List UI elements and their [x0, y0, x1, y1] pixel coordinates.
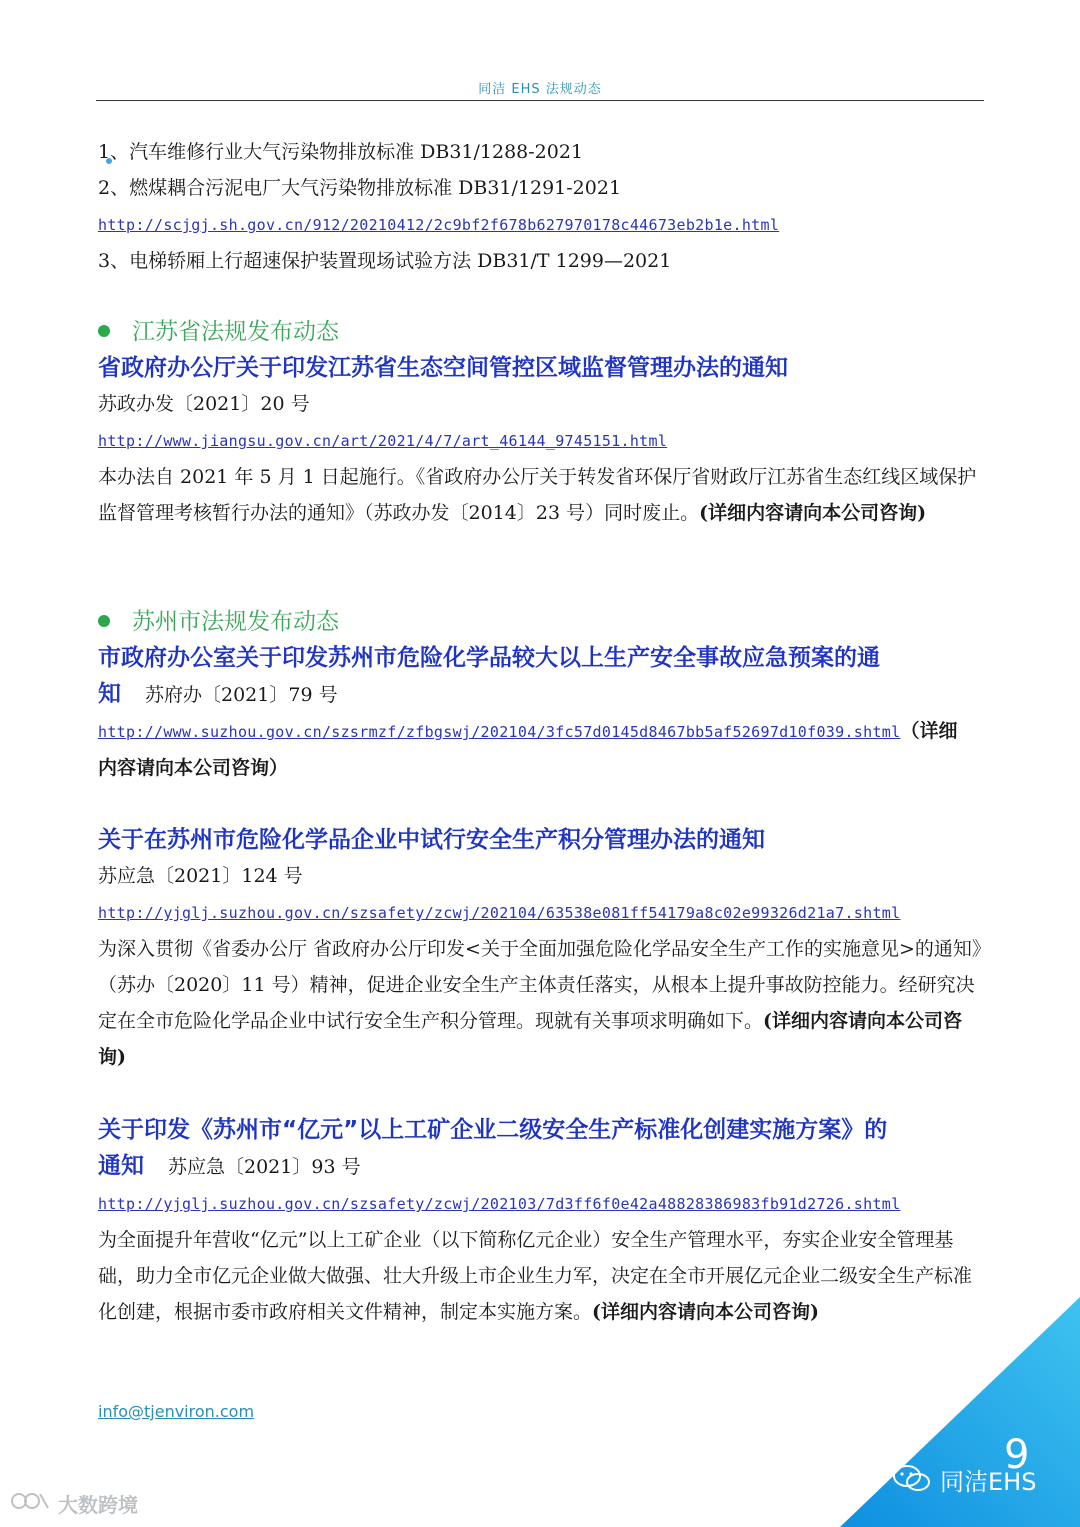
suzhou-section [98, 604, 984, 786]
article-body: 本办法自 2021 年 5 月 1 日起施行。《省政府办公厅关于转发省环保厅省财政厅江苏省生态红线区域保护监督管理考核暂行办法的通知》（苏政办发〔2014〕23 号）同时废止。(详细内容请向本公司咨询) [98, 466, 977, 524]
list-item: 3、电梯轿厢上行超速保护装置现场试验方法 DB31/T 1299—2021 [98, 250, 672, 272]
watermark-logo-icon [10, 1488, 52, 1518]
wechat-account-name: 同洁EHS [940, 1468, 1037, 1496]
article-title[interactable]: 关于印发《苏州市“亿元”以上工矿企业二级安全生产标准化创建实施方案》的 [98, 1117, 888, 1143]
jiangsu-section [98, 314, 984, 531]
consult-note: (详细内容请向本公司咨询) [98, 1010, 963, 1068]
article-body: 为全面提升年营收“亿元”以上工矿企业（以下简称亿元企业）安全生产管理水平，夯实企业安全管理基础，助力全市亿元企业做大做强、壮大升级上市企业生力军，决定在全市开展亿元企业二级安全生产标准化创建，根据市委市政府相关文件精神，制定本实施方案。(详细内容请向本公司咨询) [98, 1229, 973, 1323]
consult-note: （详细 [900, 720, 958, 742]
article-title-cont[interactable]: 通知 苏应急〔2021〕93 号 [98, 1153, 361, 1179]
watermark-text: 大数跨境 [58, 1492, 138, 1517]
list-item: 1、汽车维修行业大气污染物排放标准 DB31/1288-2021 [98, 141, 584, 163]
jiangsu-heading: 江苏省法规发布动态 [98, 314, 984, 350]
bullet-dot-icon [98, 615, 110, 627]
email-link[interactable]: info@tjenviron.com [98, 1402, 255, 1421]
consult-note: 内容请向本公司咨询） [98, 757, 289, 779]
article-body: 为深入贯彻《省委办公厅 省政府办公厅印发<关于全面加强危险化学品安全生产工作的实施意见>的通知》（苏办〔2020〕11 号）精神，促进企业安全生产主体责任落实，从根本上提升事故防控能力。经研究决定在全市危险化学品企业中试行安全生产积分管理。现就有关事项求明确如下。(详细内容请向本公司咨询) [98, 938, 982, 1068]
suzhou-article-2 [98, 822, 984, 1075]
wechat-icon [892, 1463, 932, 1497]
article-title-cont[interactable]: 知 苏府办〔2021〕79 号 [98, 681, 338, 707]
suzhou-heading: 苏州市法规发布动态 [98, 604, 984, 640]
bullet-dot-icon [98, 325, 110, 337]
shanghai-list [98, 134, 984, 279]
wechat-badge [892, 1462, 1036, 1497]
document-number: 苏应急〔2021〕93 号 [168, 1156, 361, 1178]
article-link[interactable]: http://www.jiangsu.gov.cn/art/2021/4/7/art_46144_9745151.html [98, 432, 668, 450]
article-link[interactable]: http://www.suzhou.gov.cn/szsrmzf/zfbgswj/202104/3fc57d0145d8467bb5af52697d10f039.shtml [98, 723, 901, 741]
page-header-title: 同洁 EHS 法规动态 [478, 82, 602, 97]
consult-note: (详细内容请向本公司咨询) [592, 1301, 819, 1323]
article-link[interactable]: http://yjglj.suzhou.gov.cn/szsafety/zcwj/202104/63538e081ff54179a8c02e99326d21a7.shtml [98, 904, 901, 922]
header-rule [96, 100, 984, 101]
article-title[interactable]: 关于在苏州市危险化学品企业中试行安全生产积分管理办法的通知 [98, 827, 765, 853]
page-number: 9 [1004, 1432, 1030, 1478]
article-link[interactable]: http://yjglj.suzhou.gov.cn/szsafety/zcwj/202103/7d3ff6f0e42a48828386983fb91d2726.shtml [98, 1195, 901, 1213]
consult-note: (详细内容请向本公司咨询) [699, 502, 927, 524]
article-title[interactable]: 市政府办公室关于印发苏州市危险化学品较大以上生产安全事故应急预案的通 [98, 645, 880, 671]
watermark [10, 1488, 138, 1518]
article-title[interactable]: 省政府办公厅关于印发江苏省生态空间管控区域监督管理办法的通知 [98, 355, 788, 381]
document-number: 苏应急〔2021〕124 号 [98, 865, 303, 887]
document-number: 苏政办发〔2021〕20 号 [98, 393, 310, 415]
list-item: 2、燃煤耦合污泥电厂大气污染物排放标准 DB31/1291-2021 [98, 177, 622, 199]
document-number: 苏府办〔2021〕79 号 [145, 684, 338, 706]
shanghai-link[interactable]: http://scjgj.sh.gov.cn/912/20210412/2c9bf2f678b627970178c44673eb2b1e.html [98, 216, 780, 234]
